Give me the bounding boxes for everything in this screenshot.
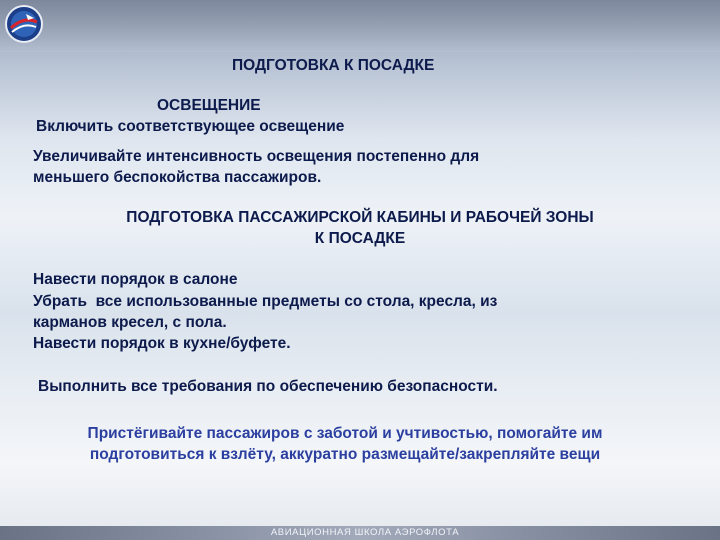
closing-line-1: Пристёгивайте пассажиров с заботой и учтивостью, помогайте им xyxy=(87,425,603,442)
safety-requirement: Выполнить все требования по обеспечению безопасности. xyxy=(38,378,498,395)
list-item: Навести порядок в кухне/буфете. xyxy=(33,335,291,352)
section-heading-cabin-line-1: ПОДГОТОВКА ПАССАЖИРСКОЙ КАБИНЫ И РАБОЧЕЙ ЗОНЫ xyxy=(126,209,594,226)
footer-label: АВИАЦИОННАЯ ШКОЛА АЭРОФЛОТА xyxy=(270,527,460,538)
top-banner xyxy=(0,0,720,52)
list-item: Убрать все использованные предметы со стола, кресла, из xyxy=(33,293,498,310)
section-heading-cabin-line-2: К ПОСАДКЕ xyxy=(314,230,406,247)
list-item: карманов кресел, с пола. xyxy=(33,314,227,331)
lighting-paragraph-line-2: меньшего беспокойства пассажиров. xyxy=(33,169,322,186)
closing-line-2: подготовиться к взлёту, аккуратно размещайте/закрепляйте вещи xyxy=(89,446,601,463)
aeroflot-school-logo-icon xyxy=(4,4,44,44)
footer-bar xyxy=(0,526,720,540)
lighting-paragraph-line-1: Увеличивайте интенсивность освещения постепенно для xyxy=(33,148,480,165)
list-item: Навести порядок в салоне xyxy=(33,271,238,288)
section-heading-lighting: ОСВЕЩЕНИЕ xyxy=(157,97,261,114)
lighting-instruction: Включить соответствующее освещение xyxy=(36,118,345,135)
slide-title: ПОДГОТОВКА К ПОСАДКЕ xyxy=(232,57,435,74)
